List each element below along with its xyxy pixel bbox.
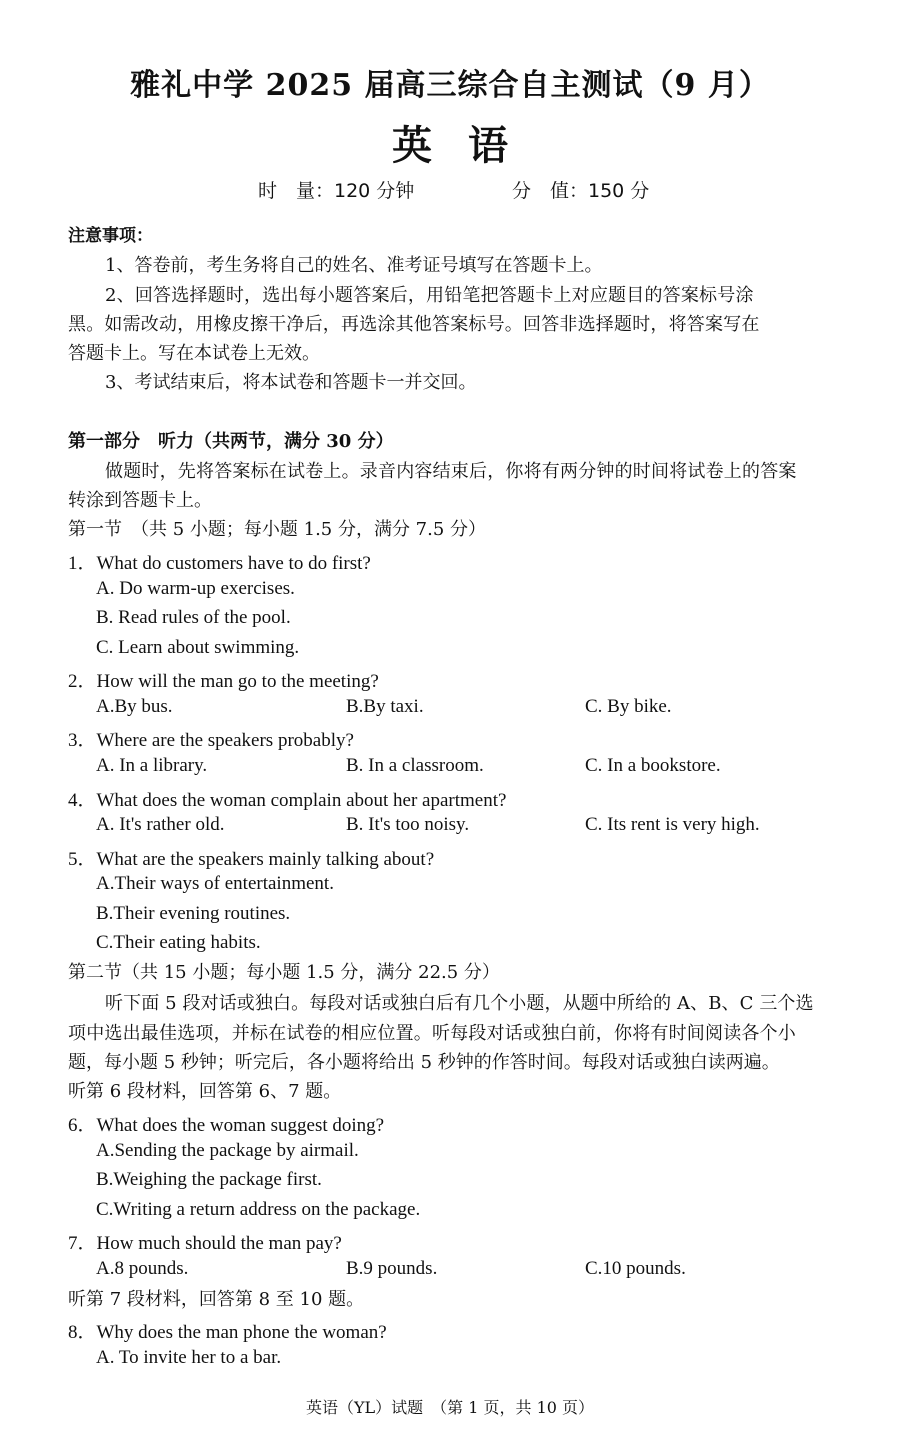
question-1-stem: 1．What do customers have to do first? [68,553,371,574]
section2-intro-line-3: 题，每小题 5 秒钟；听完后，各小题将给出 5 秒钟的作答时间。每段对话或独白读两遍。 [68,1052,780,1073]
question-5-option-a: A.Their ways of entertainment. [96,873,334,894]
question-1-option-b: B. Read rules of the pool. [96,607,291,628]
notice-item-2-line-3: 答题卡上。写在本试卷上无效。 [68,343,320,364]
notice-item-3: 3、考试结束后，将本试卷和答题卡一并交回。 [105,372,477,393]
question-7-stem: 7．How much should the man pay? [68,1233,342,1254]
total-score: 分 值：150 分 [512,180,650,202]
section2-heading: 第二节（共 15 小题；每小题 1.5 分，满分 22.5 分） [68,962,500,983]
question-3-option-c: C. In a bookstore. [585,755,721,776]
part1-intro-line-1: 做题时，先将答案标在试卷上。录音内容结束后，你将有两分钟的时间将试卷上的答案 [105,461,797,482]
question-7-option-a: A.8 pounds. [96,1258,189,1279]
question-5-stem: 5．What are the speakers mainly talking about? [68,849,435,870]
question-6-option-a: A.Sending the package by airmail. [96,1140,359,1161]
part1-intro-line-2: 转涂到答题卡上。 [68,490,212,511]
question-3-option-b: B. In a classroom. [346,755,484,776]
question-4-stem: 4．What does the woman complain about her apartment? [68,790,507,811]
notice-item-1: 1、答卷前，考生务将自己的姓名、准考证号填写在答题卡上。 [105,255,603,276]
question-8-option-a: A. To invite her to a bar. [96,1347,282,1368]
notice-item-2-line-2: 黑。如需改动，用橡皮擦干净后，再选涂其他答案标号。回答非选择题时，将答案写在 [68,314,760,335]
question-5-option-c: C.Their eating habits. [96,932,261,953]
question-7-option-c: C.10 pounds. [585,1258,686,1279]
question-8-stem: 8．Why does the man phone the woman? [68,1322,387,1343]
question-2-stem: 2．How will the man go to the meeting? [68,671,379,692]
part1-heading: 第一部分 听力（共两节，满分 30 分） [68,431,394,452]
question-5-option-b: B.Their evening routines. [96,903,291,924]
question-6-option-c: C.Writing a return address on the package. [96,1199,421,1220]
material-7-instruction: 听第 7 段材料，回答第 8 至 10 题。 [68,1289,365,1310]
notice-item-2-line-1: 2、回答选择题时，选出每小题答案后，用铅笔把答题卡上对应题目的答案标号涂 [105,285,754,306]
question-1-option-a: A. Do warm-up exercises. [96,578,295,599]
question-1-option-c: C. Learn about swimming. [96,637,300,658]
material-6-instruction: 听第 6 段材料，回答第 6、7 题。 [68,1081,342,1102]
section2-intro-line-2: 项中选出最佳选项，并标在试卷的相应位置。听每段对话或独白前，你将有时间阅读各个小 [68,1023,796,1044]
question-2-option-a: A.By bus. [96,696,173,717]
question-4-option-a: A. It's rather old. [96,814,225,835]
question-3-stem: 3．Where are the speakers probably? [68,730,354,751]
question-2-option-c: C. By bike. [585,696,672,717]
question-6-option-b: B.Weighing the package first. [96,1169,322,1190]
question-3-option-a: A. In a library. [96,755,208,776]
subject-title: 英语 [392,122,544,169]
section1-heading: 第一节 （共 5 小题；每小题 1.5 分，满分 7.5 分） [68,519,487,540]
question-4-option-c: C. Its rent is very high. [585,814,760,835]
question-7-option-b: B.9 pounds. [346,1258,438,1279]
page-footer: 英语（YL）试题 （第 1 页，共 10 页） [305,1398,595,1417]
time-limit: 时 量：120 分钟 [258,180,415,202]
section2-intro-line-1: 听下面 5 段对话或独白。每段对话或独白后有几个小题，从题中所给的 A、B、C 三个选 [105,993,814,1014]
question-2-option-b: B.By taxi. [346,696,424,717]
exam-title: 雅礼中学 2025 届高三综合自主测试（9 月） [130,68,770,103]
question-6-stem: 6．What does the woman suggest doing? [68,1115,385,1136]
question-4-option-b: B. It's too noisy. [346,814,470,835]
notice-heading: 注意事项： [68,226,153,246]
